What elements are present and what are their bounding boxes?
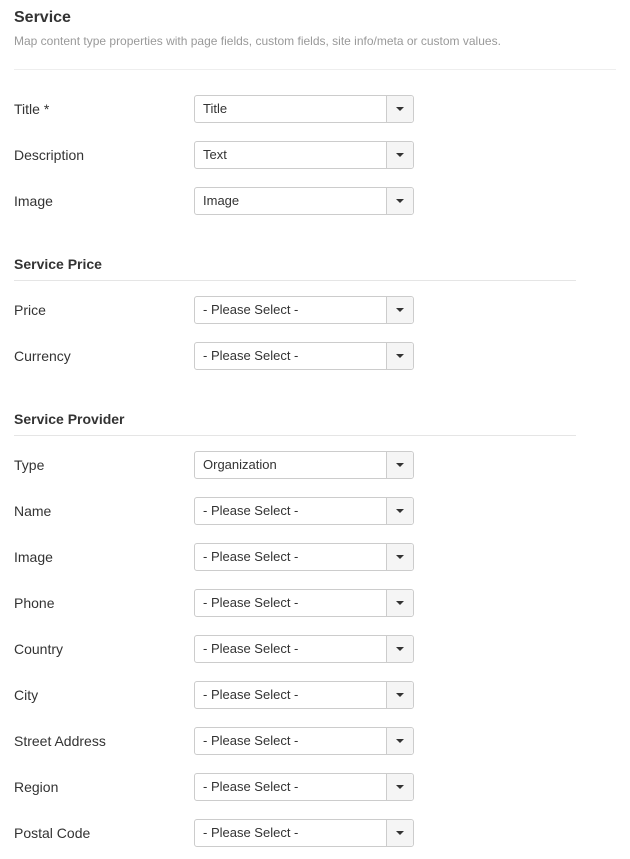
description-select[interactable] [194,141,414,169]
select-toggle[interactable] [386,452,413,478]
field-row-provider-image [14,543,414,571]
select-value: Image [203,193,240,208]
field-row-city [14,681,414,709]
currency-select[interactable] [194,342,414,370]
name-select[interactable] [194,497,414,525]
caret-down-icon [396,308,404,312]
postal-code-select[interactable] [194,819,414,847]
select-toggle[interactable] [386,297,413,323]
select-value: Organization [203,457,277,472]
field-row-price [14,296,414,324]
select-value: - Please Select - [203,687,299,702]
field-row-name [14,497,414,525]
caret-down-icon [396,693,404,697]
region-select[interactable] [194,773,414,801]
caret-down-icon [396,107,404,111]
field-row-currency [14,342,414,370]
field-label-description: Description [14,147,85,163]
caret-down-icon [396,153,404,157]
country-select[interactable] [194,635,414,663]
select-toggle[interactable] [386,498,413,524]
caret-down-icon [396,555,404,559]
select-value: - Please Select - [203,733,299,748]
section-heading-service-provider: Service Provider [14,411,125,427]
field-row-postal-code [14,819,414,847]
phone-select[interactable] [194,589,414,617]
select-toggle[interactable] [386,820,413,846]
caret-down-icon [396,463,404,467]
section-divider [14,280,576,281]
page-description: Map content type properties with page fields, custom fields, site info/meta or custom values. [14,34,501,48]
select-toggle[interactable] [386,544,413,570]
image-select[interactable] [194,187,414,215]
select-toggle[interactable] [386,728,413,754]
price-select[interactable] [194,296,414,324]
page-header [14,8,616,49]
field-row-title [14,95,414,123]
section-divider [14,435,576,436]
caret-down-icon [396,199,404,203]
field-row-description [14,141,414,169]
select-value: - Please Select - [203,779,299,794]
select-value: Text [203,147,227,162]
caret-down-icon [396,647,404,651]
field-label-region: Region [14,779,59,795]
field-row-region [14,773,414,801]
select-toggle[interactable] [386,636,413,662]
field-row-image [14,187,414,215]
field-label-provider-image: Image [14,549,53,565]
page-title: Service [14,9,71,26]
field-label-title: Title * [14,101,50,117]
title-select[interactable] [194,95,414,123]
field-row-street-address [14,727,414,755]
select-value: - Please Select - [203,595,299,610]
select-value: - Please Select - [203,825,299,840]
caret-down-icon [396,354,404,358]
caret-down-icon [396,831,404,835]
select-toggle[interactable] [386,590,413,616]
type-select[interactable] [194,451,414,479]
caret-down-icon [396,739,404,743]
field-row-type [14,451,414,479]
field-label-name: Name [14,503,52,519]
select-value: - Please Select - [203,302,299,317]
field-label-phone: Phone [14,595,55,611]
select-toggle[interactable] [386,343,413,369]
select-value: Title [203,101,228,116]
city-select[interactable] [194,681,414,709]
caret-down-icon [396,601,404,605]
street-address-select[interactable] [194,727,414,755]
select-value: - Please Select - [203,641,299,656]
field-row-phone [14,589,414,617]
field-label-image: Image [14,193,53,209]
field-label-price: Price [14,302,46,318]
select-toggle[interactable] [386,774,413,800]
caret-down-icon [396,509,404,513]
select-value: - Please Select - [203,348,299,363]
field-label-currency: Currency [14,348,71,364]
field-label-city: City [14,687,39,703]
field-label-type: Type [14,457,45,473]
field-row-country [14,635,414,663]
section-heading-service-price: Service Price [14,256,102,272]
select-value: - Please Select - [203,503,299,518]
field-label-postal-code: Postal Code [14,825,91,841]
select-toggle[interactable] [386,682,413,708]
caret-down-icon [396,785,404,789]
header-divider [14,69,616,70]
select-toggle[interactable] [386,188,413,214]
field-label-country: Country [14,641,64,657]
select-value: - Please Select - [203,549,299,564]
select-toggle[interactable] [386,96,413,122]
select-toggle[interactable] [386,142,413,168]
provider-image-select[interactable] [194,543,414,571]
field-label-street-address: Street Address [14,733,106,749]
